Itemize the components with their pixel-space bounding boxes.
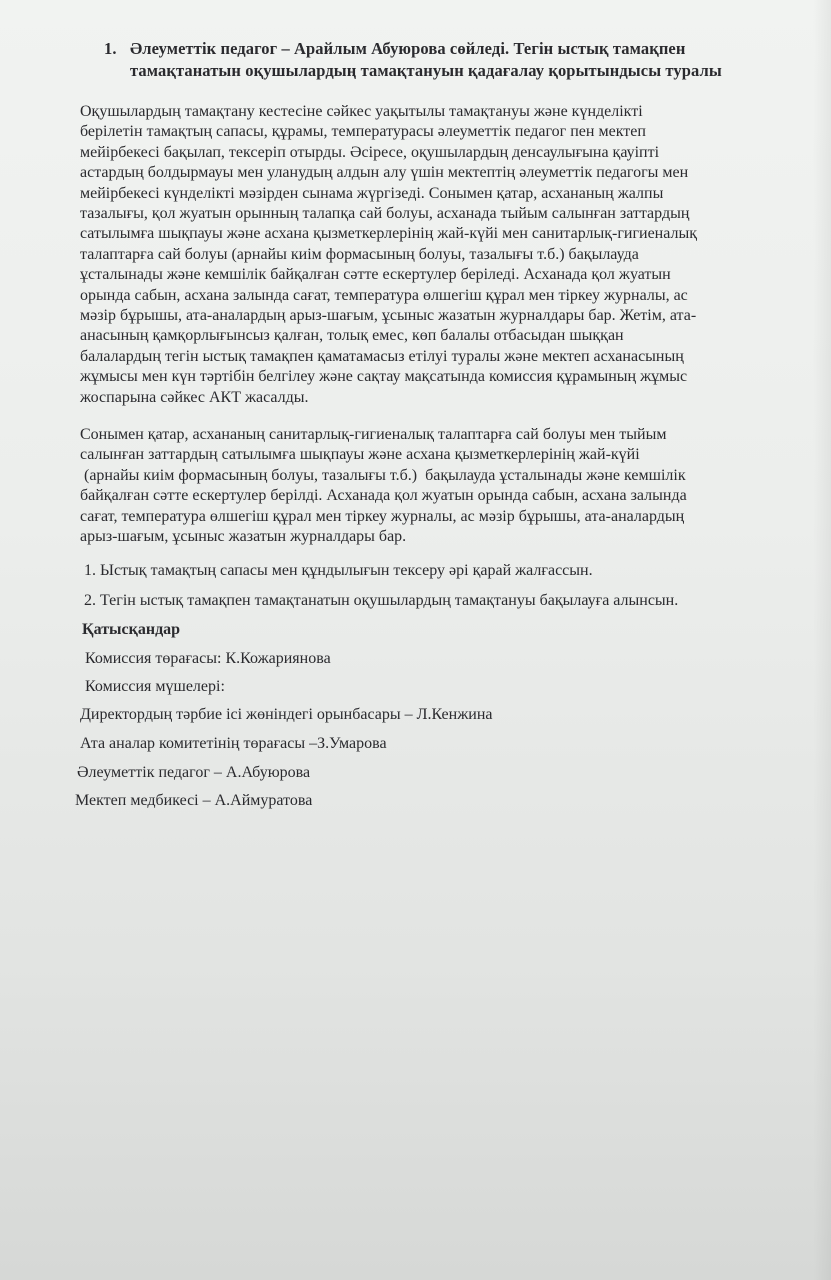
participant-chair: Комиссия төрағасы: К.Кожариянова	[85, 650, 331, 667]
paragraph-1	[80, 102, 800, 408]
decision-item-1: 1. Ыстық тамақтың сапасы мен құндылығын тексеру әрі қарай жалғассын.	[84, 562, 593, 579]
paragraph-line: талаптарға сай болуы (арнайы киім формасының болуы, тазалығы т.б.) бақылауда	[80, 245, 639, 263]
paragraph-line: орында сабын, асхана залында сағат, температура өлшегіш құрал мен тіркеу журналы, ас	[80, 286, 688, 304]
paragraph-line: сатылымға шықпауы және асхана қызметкерлерінің жай-күйі мен санитарлық-гигиеналық	[80, 225, 697, 243]
paragraph-line: мәзір бұрышы, ата-аналардың арыз-шағым, ұсыныс жазатын журналдары бар. Жетім, ата-	[80, 307, 697, 325]
paragraph-line: жұмысы мен күн тәртібін белгілеу және сақтау мақсатында комиссия құрамының жұмыс	[80, 368, 688, 386]
paragraph-line: байқалған сәтте ескертулер берілді. Асханада қол жуатын орында сабын, асхана залында	[80, 487, 687, 505]
paragraph-line: тазалығы, қол жуатын орынның талапқа сай болуы, асханада тыйым салынған заттардың	[80, 205, 690, 223]
participant-social-pedagogue: Әлеуметтік педагог – А.Абуюрова	[77, 764, 311, 781]
participant-deputy-director: Директордың тәрбие ісі жөніндегі орынбасары – Л.Кенжина	[80, 706, 493, 723]
participants-title: Қатысқандар	[82, 621, 181, 638]
heading-number: 1.	[104, 39, 117, 58]
paragraph-line: анасының қамқорлығынсыз қалған, толық емес, көп балалы отбасыдан шыққан	[80, 327, 624, 345]
participant-school-nurse: Мектеп медбикесі – А.Аймуратова	[75, 792, 313, 809]
paragraph-2	[80, 425, 800, 547]
paragraph-line: астардың болдырмауы мен уланудың алдын алу үшін мектептің әлеуметтік педагогы мен	[80, 164, 689, 182]
paragraph-line: арыз-шағым, ұсыныс жазатын журналдары бар.	[80, 528, 407, 546]
heading-line-2: тамақтанатын оқушылардың тамақтануын қадағалау қорытындысы туралы	[130, 61, 722, 80]
decision-item-2: 2. Тегін ыстық тамақпен тамақтанатын оқушылардың тамақтануы бақылауға алынсын.	[84, 592, 679, 609]
paragraph-line: мейірбекесі бақылап, тексеріп отырды. Әсіресе, оқушылардың денсаулығына қауіпті	[80, 143, 660, 161]
paragraph-line: жоспарына сәйкес АКТ жасалды.	[80, 388, 309, 406]
page-edge-shadow	[813, 0, 831, 1280]
paragraph-line: сағат, температура өлшегіш құрал мен тіркеу журналы, ас мәзір бұрышы, ата-аналардың	[80, 507, 685, 525]
paragraph-line: Оқушылардың тамақтану кестесіне сәйкес уақытылы тамақтануы және күнделікті	[80, 103, 643, 120]
paragraph-line: ұсталынады және кемшілік байқалған сәтте ескертулер беріледі. Асханада қол жуатын	[80, 266, 671, 284]
paragraph-line: салынған заттардың сатылымға шықпауы және асхана қызметкерлерінің жай-күйі	[80, 446, 640, 464]
participant-members-label: Комиссия мүшелері:	[85, 678, 225, 695]
paragraph-line: берілетін тамақтың сапасы, құрамы, температурасы әлеуметтік педагог пен мектеп	[80, 123, 646, 141]
paragraph-line: Сонымен қатар, асхананың санитарлық-гигиеналық талаптарға сай болуы мен тыйым	[80, 426, 667, 443]
paragraph-line: (арнайы киім формасының болуы, тазалығы т.б.) бақылауда ұсталынады және кемшілік	[80, 466, 686, 484]
paragraph-line: мейірбекесі күнделікті мәзірден сынама жүргізеді. Сонымен қатар, асхананың жалпы	[80, 184, 664, 202]
paragraph-line: балалардың тегін ыстық тамақпен қаматамасыз етілуі туралы және мектеп асханасының	[80, 347, 684, 365]
heading-line-1: Әлеуметтік педагог – Арайлым Абуюрова сөйледі. Тегін ыстық тамақпен	[130, 39, 686, 58]
section-heading	[104, 38, 804, 82]
participant-parents-committee: Ата аналар комитетінің төрағасы –З.Умарова	[80, 735, 387, 752]
